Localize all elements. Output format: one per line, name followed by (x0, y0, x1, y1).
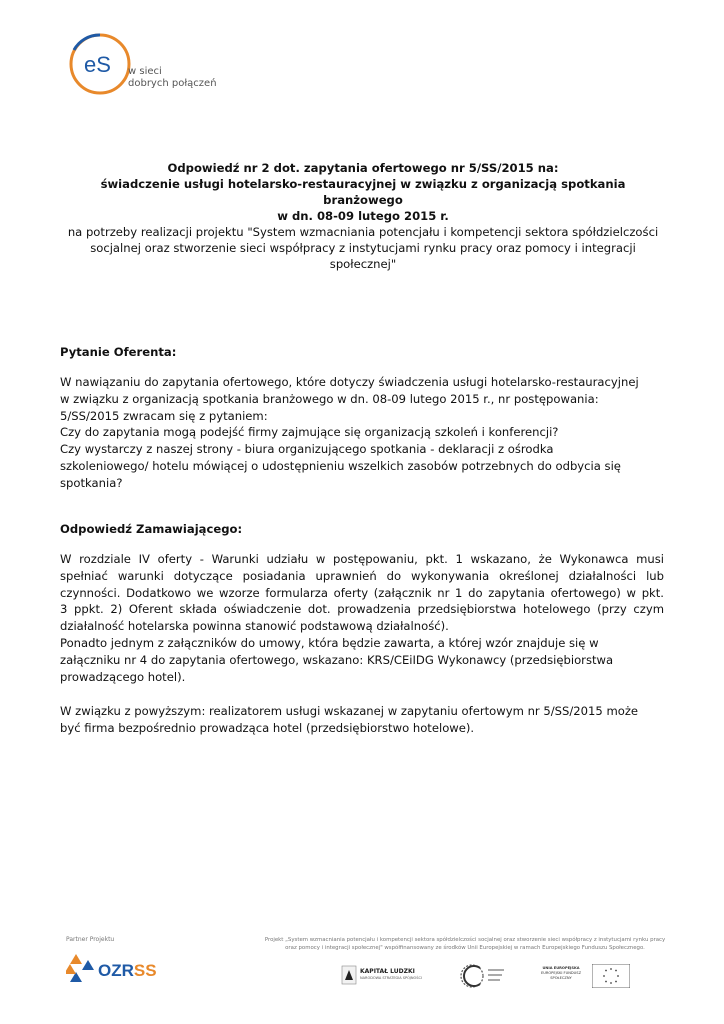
project-line1: na potrzeby realizacji projektu "System wzmacniania potencjału i kompetencji sektora spółdzielczości (67, 225, 659, 239)
answer-line: czynności. Dodatkowo we wzorze formularza oferty (załącznik nr 1 do zapytania ofertowego) w pkt. (60, 585, 664, 600)
logo-tagline-line2: dobrych połączeń (128, 78, 217, 89)
logo-tagline-line1: w sieci (128, 66, 162, 77)
footer-project-line2: oraz pomocy i integracji społecznej" współfinansowany ze środków Unii Europejskiej w ramach Europejskiego Funduszu Społecznego. (285, 945, 645, 951)
ozrss-logo (66, 952, 176, 986)
answer-line: działalność hotelarska powinna stanowić podstawową działalność). (60, 619, 449, 634)
svg-text:OZRSS (98, 961, 157, 980)
answer-title: Odpowiedź Zamawiającego: (60, 522, 243, 536)
conclusion-line: być firma bezpośrednio prowadząca hotel (przedsiębiorstwo hotelowe). (60, 720, 475, 735)
answer-line: załączniku nr 4 do zapytania ofertowego, wskazano: KRS/CEiIDG Wykonawcy (przedsiębiorstwa (60, 652, 614, 667)
eu-title: UNIA EUROPEJSKA (542, 966, 580, 970)
project-line3: społecznej" (329, 257, 397, 271)
ozrss-prefix: OZR (98, 961, 134, 980)
heading-line3: w dn. 08-09 lutego 2015 r. (277, 209, 449, 223)
question-line: Czy do zapytania mogą podejść firmy zajmujące się organizacją szkoleń i konferencji? (60, 425, 559, 440)
question-line: 5/SS/2015 zwracam się z pytaniem: (60, 408, 268, 423)
conclusion-body (60, 703, 664, 737)
eu-text (535, 966, 587, 981)
question-line: W nawiązaniu do zapytania ofertowego, które dotyczy świadczenia usługi hotelarsko-restauracyjnej (60, 375, 639, 389)
heading-line1: Odpowiedź nr 2 dot. zapytania ofertowego nr 5/SS/2015 na: (167, 161, 559, 175)
footer-project-text (255, 936, 675, 952)
question-line: Czy wystarczy z naszej strony - biura organizującego spotkania - deklaracji z ośrodka (60, 442, 554, 457)
project-line2: socjalnej oraz stworzenie sieci współpracy z instytucjami rynku pracy oraz pomocy i integracji (90, 241, 636, 255)
answer-body (60, 551, 664, 685)
kapital-ludzki-sub: NARODOWA STRATEGIA SPÓJNOŚCI (360, 976, 422, 980)
kapital-ludzki-label: KAPITAŁ LUDZKI (360, 968, 415, 975)
question-line: w związku z organizacją spotkania branżowego w dn. 08-09 lutego 2015 r., nr postępowania: (60, 391, 599, 406)
logo-tagline (128, 66, 217, 90)
partner-label: Partner Projektu (66, 936, 115, 943)
kapital-ludzki-logo (340, 962, 420, 988)
eu-flag-icon (592, 964, 630, 988)
conclusion-line: W związku z powyższym: realizatorem usługi wskazanej w zapytaniu ofertowym nr 5/SS/2015 może (60, 704, 639, 718)
question-title: Pytanie Oferenta: (60, 345, 177, 359)
ce-emblem-icon (458, 962, 508, 990)
answer-line: W rozdziale IV oferty - Warunki udziału w postępowaniu, pkt. 1 wskazano, że Wykonawca musi (60, 552, 664, 566)
document-heading (60, 160, 666, 272)
kapital-ludzki-emblem-icon (342, 966, 356, 984)
question-line: spotkania? (60, 475, 123, 490)
heading-line2: świadczenie usługi hotelarsko-restauracyjnej w związku z organizacją spotkania branżowego (100, 177, 626, 207)
answer-line: 3 ppkt. 2) Oferent składa oświadczenie dot. prowadzenia przedsiębiorstwa hotelowego (przy czym (60, 602, 664, 617)
ozrss-suffix: SS (133, 961, 157, 980)
footer-project-line1: Projekt „System wzmacniania potencjału i kompetencji sektora spółdzielczości socjalnej oraz stworzenie sieci współpracy z instytucjami rynku pracy (264, 937, 666, 943)
question-body (60, 374, 664, 492)
answer-line: prowadzącego hotel). (60, 669, 186, 684)
answer-line: Ponadto jednym z załączników do umowy, która będzie zawarta, a której wzór znajduje się w (60, 635, 599, 650)
logo-mark: eS (84, 52, 111, 77)
ozrss-emblem-icon (66, 954, 94, 982)
eu-sub: EUROPEJSKI FUNDUSZ SPOŁECZNY (540, 971, 582, 980)
question-line: szkoleniowego/ hotelu mówiącej o udostępnieniu wszelkich zasobów potrzebnych do odbycia się (60, 458, 621, 473)
answer-line: spełniać warunki dotyczące posiadania uprawnień do wykonywania określonej działalności lub (60, 568, 664, 583)
